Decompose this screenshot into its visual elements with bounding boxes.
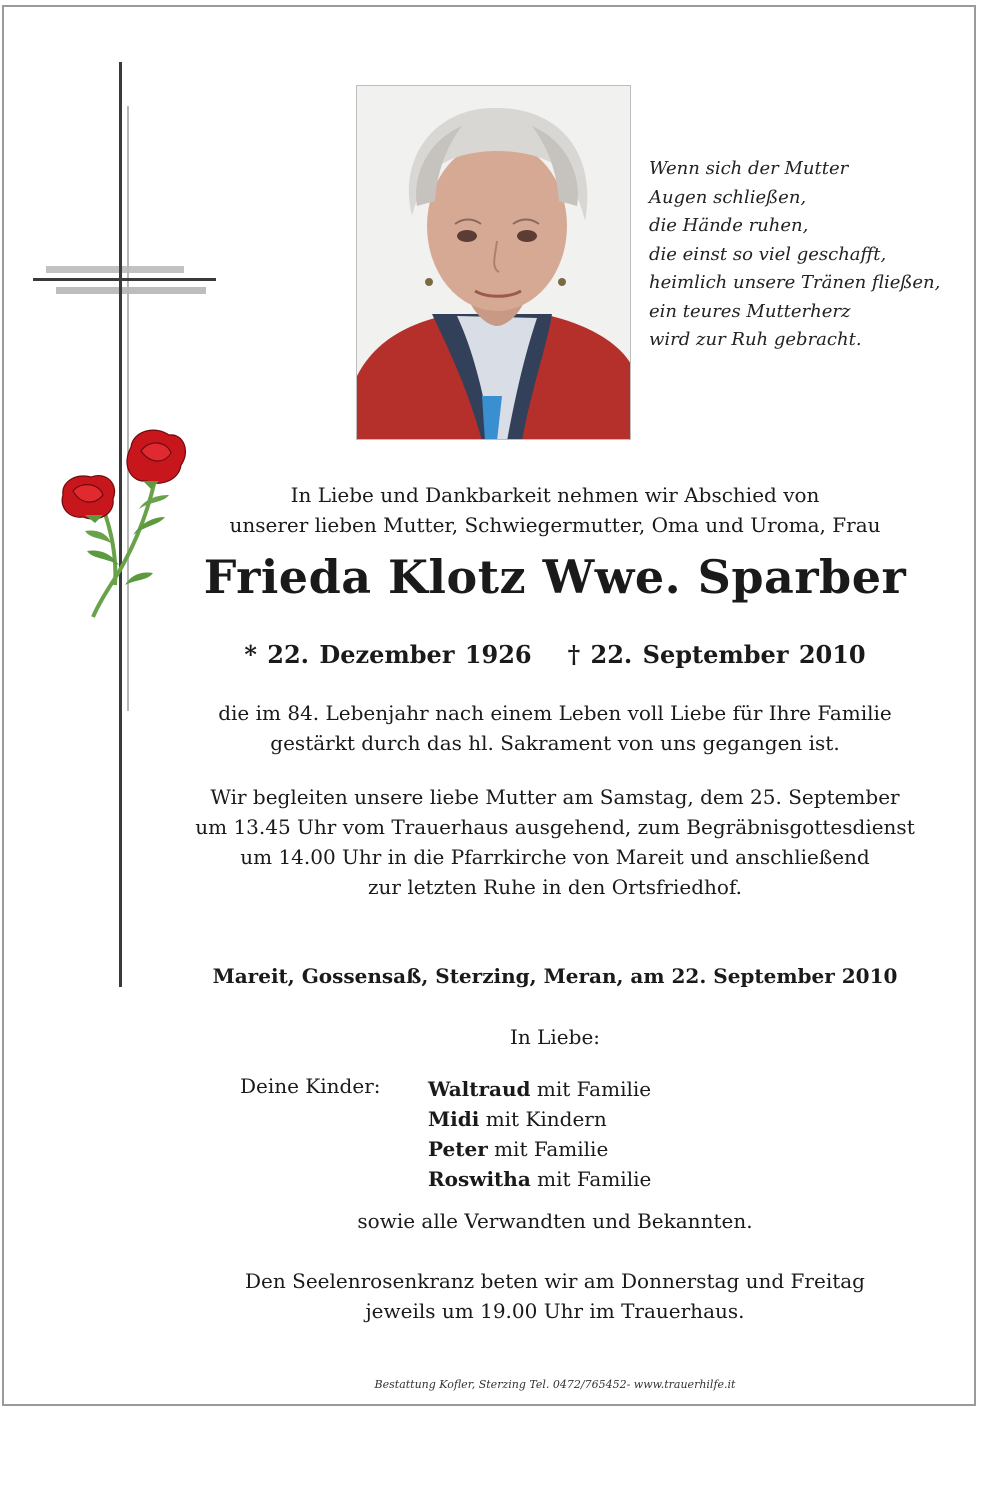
- rosary-line-1: Den Seelenrosenkranz beten wir am Donnerstag und Freitag: [245, 1269, 865, 1293]
- list-item: [428, 1134, 651, 1164]
- life-dates: [140, 640, 970, 669]
- cross-shadow-bar-top: [46, 266, 184, 273]
- poem: [649, 155, 979, 355]
- death-date: † 22. September 2010: [567, 640, 866, 669]
- children-list: [428, 1074, 651, 1194]
- poem-line: heimlich unsere Tränen fließen,: [649, 272, 941, 293]
- birth-date: * 22. Dezember 1926: [244, 640, 532, 669]
- child-name: Midi: [428, 1107, 480, 1131]
- poem-line: die einst so viel geschafft,: [649, 243, 887, 265]
- relatives-line: sowie alle Verwandten und Bekannten.: [357, 1209, 753, 1233]
- poem-line: Augen schließen,: [649, 186, 807, 208]
- funeral-line-2: um 13.45 Uhr vom Trauerhaus ausgehend, zum Begräbnisgottesdienst: [195, 815, 915, 839]
- child-name: Roswitha: [428, 1167, 531, 1191]
- child-suffix: mit Familie: [536, 1077, 652, 1101]
- list-item: [428, 1074, 651, 1104]
- cross-shadow-bar-bottom: [56, 287, 206, 294]
- list-item: [428, 1104, 651, 1134]
- child-suffix: mit Familie: [537, 1167, 652, 1191]
- rosary-paragraph: [140, 1266, 970, 1326]
- children-label: Deine Kinder:: [240, 1074, 381, 1098]
- portrait-photo: [356, 85, 631, 440]
- child-name: Peter: [428, 1137, 488, 1161]
- intro-text: [140, 480, 970, 540]
- life-line-2: gestärkt durch das hl. Sakrament von uns gegangen ist.: [270, 731, 840, 755]
- poem-line: die Hände ruhen,: [649, 215, 809, 236]
- cross-horizontal-bar: [33, 278, 216, 281]
- funeral-line-4: zur letzten Ruhe in den Ortsfriedhof.: [367, 875, 742, 899]
- life-paragraph: [140, 698, 970, 758]
- funeral-home-footer: Bestattung Kofler, Sterzing Tel. 0472/765452- www.trauerhilfe.it: [374, 1378, 736, 1391]
- funeral-paragraph: [140, 782, 970, 902]
- deceased-name: Frieda Klotz Wwe. Sparber: [203, 550, 907, 604]
- funeral-line-3: um 14.00 Uhr in die Pfarrkirche von Mareit und anschließend: [240, 845, 870, 869]
- rosary-line-2: jeweils um 19.00 Uhr im Trauerhaus.: [365, 1299, 745, 1323]
- intro-line-1: In Liebe und Dankbarkeit nehmen wir Abschied von: [290, 483, 820, 507]
- intro-line-2: unserer lieben Mutter, Schwiegermutter, Oma und Uroma, Frau: [229, 513, 881, 537]
- funeral-line-1: Wir begleiten unsere liebe Mutter am Samstag, dem 25. September: [210, 785, 900, 809]
- child-suffix: mit Familie: [494, 1137, 609, 1161]
- poem-line: ein teures Mutterherz: [649, 300, 851, 322]
- poem-line: wird zur Ruh gebracht.: [649, 329, 862, 350]
- life-line-1: die im 84. Lebenjahr nach einem Leben voll Liebe für Ihre Familie: [218, 701, 892, 725]
- place-and-date: Mareit, Gossensaß, Sterzing, Meran, am 22. September 2010: [212, 964, 898, 988]
- child-name: Waltraud: [428, 1077, 531, 1101]
- list-item: [428, 1164, 651, 1194]
- poem-line: Wenn sich der Mutter: [649, 158, 849, 179]
- in-love-heading: In Liebe:: [509, 1025, 601, 1049]
- child-suffix: mit Kindern: [485, 1107, 607, 1131]
